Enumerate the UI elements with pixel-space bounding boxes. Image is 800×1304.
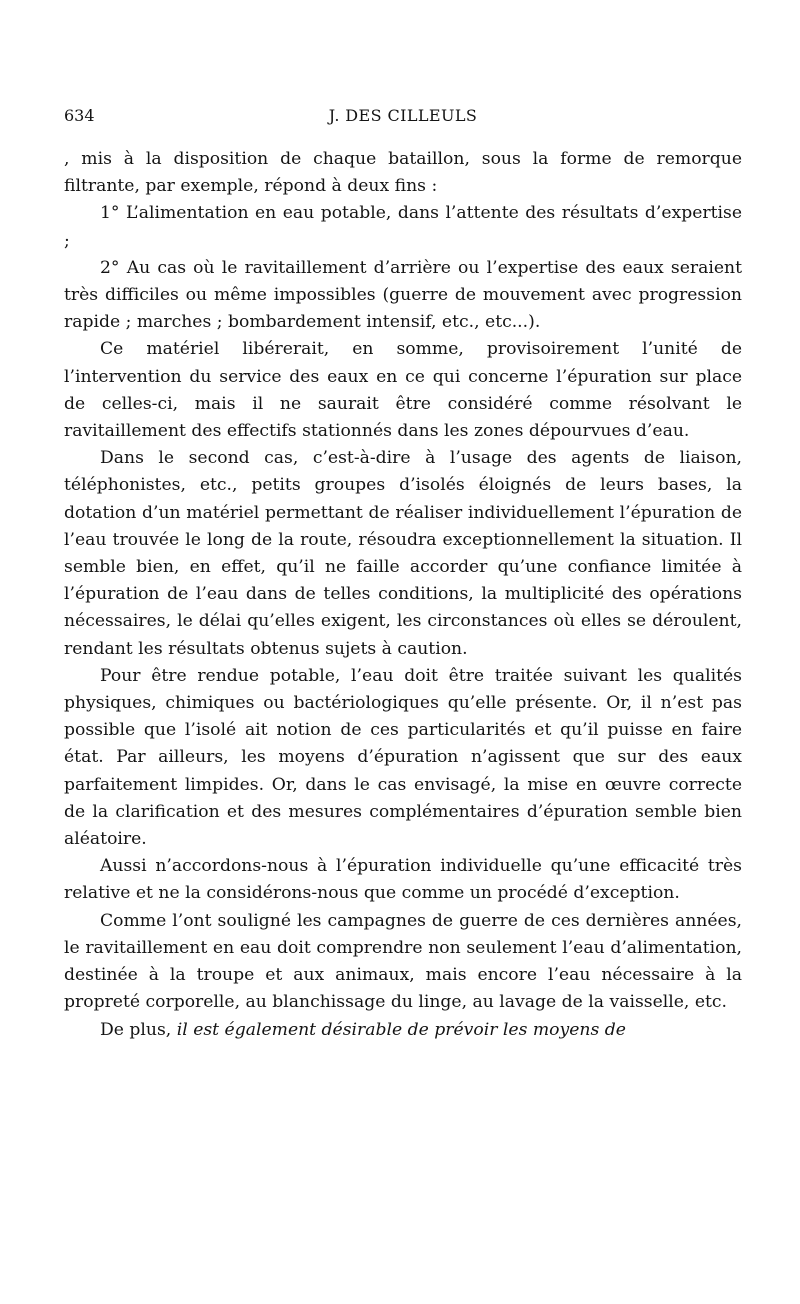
running-title: J. DES CILLEULS — [328, 106, 478, 125]
paragraph: Dans le second cas, c’est-à-dire à l’usage des agents de liaison, téléphonistes, etc., petits groupes d’isolés éloignés de leurs bases, la dotation d’un matériel permettant de réaliser individuellement l’épuration de l’eau trouvée le long de la route, résoudra exceptionnellement la situation. Il semble bien, en effet, qu’il ne faille accorder qu’une confiance limitée à l’épuration de l’eau dans de telles conditions, la multiplicité des opérations nécessaires, le délai qu’elles exigent, les circonstances où elles se déroulent, rendant les résultats obtenus sujets à caution. — [64, 448, 742, 659]
italic-emphasis: il est également désirable de prévoir les moyens de — [176, 1019, 626, 1040]
paragraph: Comme l’ont souligné les campagnes de guerre de ces dernières années, le ravitaillement en eau doit comprendre non seulement l’eau d’alimentation, destinée à la troupe et aux animaux, mais encore l’eau nécessaire à la propreté corporelle, au blanchissage du linge, au lavage de la vaisselle, etc. — [64, 910, 742, 1013]
paragraph: Ce matériel libérerait, en somme, provisoirement l’unité de l’intervention du service des eaux en ce qui concerne l’épuration sur place de celles-ci, mais il ne saurait être considéré comme résolvant le ravitaillement des effectifs stationnés dans les zones dépourvues d’eau. — [64, 339, 742, 442]
paragraph: , mis à la disposition de chaque bataillon, sous la forme de remorque filtrante, par exemple, répond à deux fins : — [64, 149, 742, 197]
paragraph: 2° Au cas où le ravitaillement d’arrière ou l’expertise des eaux seraient très difficiles ou même impossibles (guerre de mouvement avec progression rapide ; marches ; bombardement intensif, etc., etc...). — [64, 257, 742, 333]
book-page — [64, 104, 742, 1044]
paragraph-start-text: De plus, — [100, 1019, 177, 1040]
paragraph: Pour être rendue potable, l’eau doit être traitée suivant les qualités physiques, chimiques ou bactériologiques qu’elle présente. Or, il n’est pas possible que l’isolé ait notion de ces particularités et qu’il puisse en faire état. Par ailleurs, les moyens d’épuration n’agissent que sur des eaux parfaitement limpides. Or, dans le cas envisagé, la mise en œuvre correcte de la clarification et des mesures complémentaires d’épuration semble bien aléatoire. — [64, 665, 742, 850]
body-text — [64, 146, 742, 1044]
paragraph-last — [64, 1017, 742, 1044]
running-header — [64, 104, 742, 128]
paragraph: 1° L’alimentation en eau potable, dans l’attente des résultats d’expertise ; — [64, 203, 742, 251]
paragraph: Aussi n’accordons-nous à l’épuration individuelle qu’une efficacité très relative et ne la considérons-nous que comme un procédé d’exception. — [64, 856, 742, 904]
page-number: 634 — [64, 106, 95, 125]
